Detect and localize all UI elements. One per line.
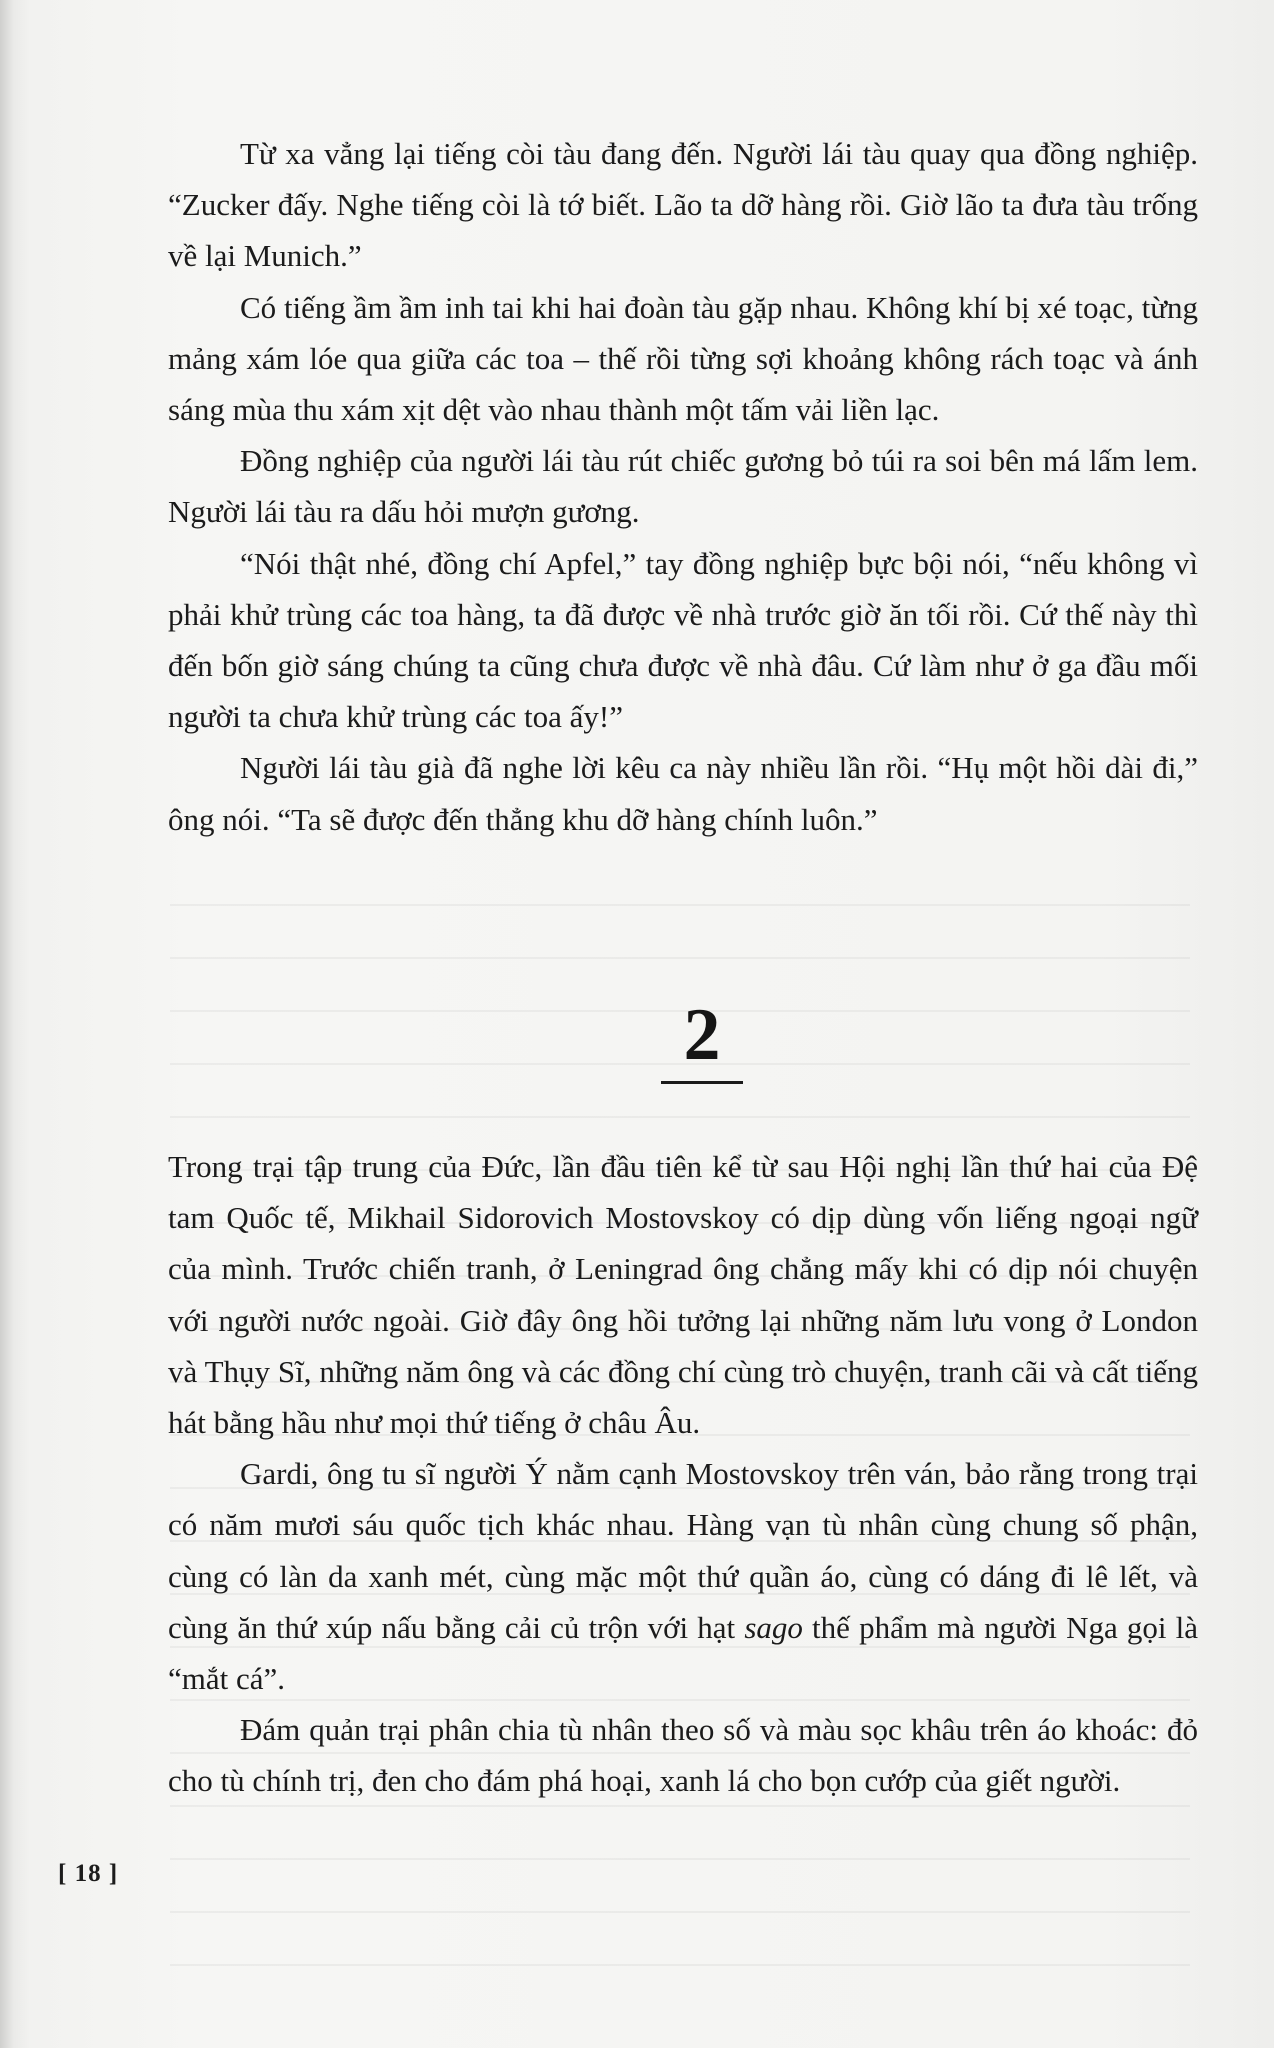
paragraph: Trong trại tập trung của Đức, lần đầu tiên kể từ sau Hội nghị lần thứ hai của Đệ tam Quốc tế, Mikhail Sidorovich Mostovskoy có dịp dùng vốn liếng ngoại ngữ của mình. Trước chiến tranh, ở Leningrad ông chẳng mấy khi có dịp nói chuyện với người nước ngoài. Giờ đây ông hồi tưởng lại những năm lưu vong ở London và Thụy Sĩ, những năm ông và các đồng chí cùng trò chuyện, tranh cãi và cất tiếng hát bằng hầu như mọi thứ tiếng ở châu Âu. bbox=[168, 1149, 1198, 1441]
paragraph: Có tiếng ầm ầm inh tai khi hai đoàn tàu gặp nhau. Không khí bị xé toạc, từng mảng xám lóe qua giữa các toa – thế rồi từng sợi khoảng không rách toạc và ánh sáng mùa thu xám xịt dệt vào nhau thành một tấm vải liền lạc. bbox=[168, 289, 1198, 428]
chapter-number: 2 bbox=[683, 994, 721, 1076]
italic-term: sago bbox=[744, 1609, 803, 1645]
chapter-underline bbox=[661, 1081, 743, 1084]
paragraph: Người lái tàu già đã nghe lời kêu ca này nhiều lần rồi. “Hụ một hồi dài đi,” ông nói. “Ta sẽ được đến thẳng khu dỡ hàng chính luôn.” bbox=[168, 750, 1198, 837]
paragraph: Đám quản trại phân chia tù nhân theo số và màu sọc khâu trên áo khoác: đỏ cho tù chính trị, đen cho đám phá hoại, xanh lá cho bọn cướp của giết người. bbox=[168, 1712, 1198, 1799]
paragraph bbox=[168, 1448, 1198, 1704]
paragraph-text: thế phẩm mà người Nga gọi là “mắt cá”. bbox=[168, 1609, 1198, 1697]
section-2-text bbox=[168, 1141, 1198, 1807]
paragraph: Từ xa vẳng lại tiếng còi tàu đang đến. Người lái tàu quay qua đồng nghiệp. “Zucker đấy. Nghe tiếng còi là tớ biết. Lão ta dỡ hàng rồi. Giờ lão ta đưa tàu trống về lại Munich.” bbox=[168, 136, 1198, 274]
paragraph: Đồng nghiệp của người lái tàu rút chiếc gương bỏ túi ra soi bên má lấm lem. Người lái tàu ra dấu hỏi mượn gương. bbox=[168, 443, 1198, 530]
paragraph-text: Gardi, ông tu sĩ người Ý nằm cạnh Mostovskoy trên ván, bảo rằng trong trại có năm mươi sáu quốc tịch khác nhau. Hàng vạn tù nhân cùng chung số phận, cùng có làn da xanh mét, cùng mặc một thứ quần áo, cùng có dáng đi lê lết, và cùng ăn thứ xúp nấu bằng cải củ trộn với hạt bbox=[168, 1456, 1198, 1645]
page-number: [ 18 ] bbox=[58, 1860, 119, 1887]
chapter-heading bbox=[0, 995, 1274, 1084]
paragraph: “Nói thật nhé, đồng chí Apfel,” tay đồng nghiệp bực bội nói, “nếu không vì phải khử trùng các toa hàng, ta đã được về nhà trước giờ ăn tối rồi. Cứ thế này thì đến bốn giờ sáng chúng ta cũng chưa được về nhà đâu. Cứ làm như ở ga đầu mối người ta chưa khử trùng các toa ấy!” bbox=[168, 545, 1198, 735]
section-1-text bbox=[168, 128, 1198, 845]
